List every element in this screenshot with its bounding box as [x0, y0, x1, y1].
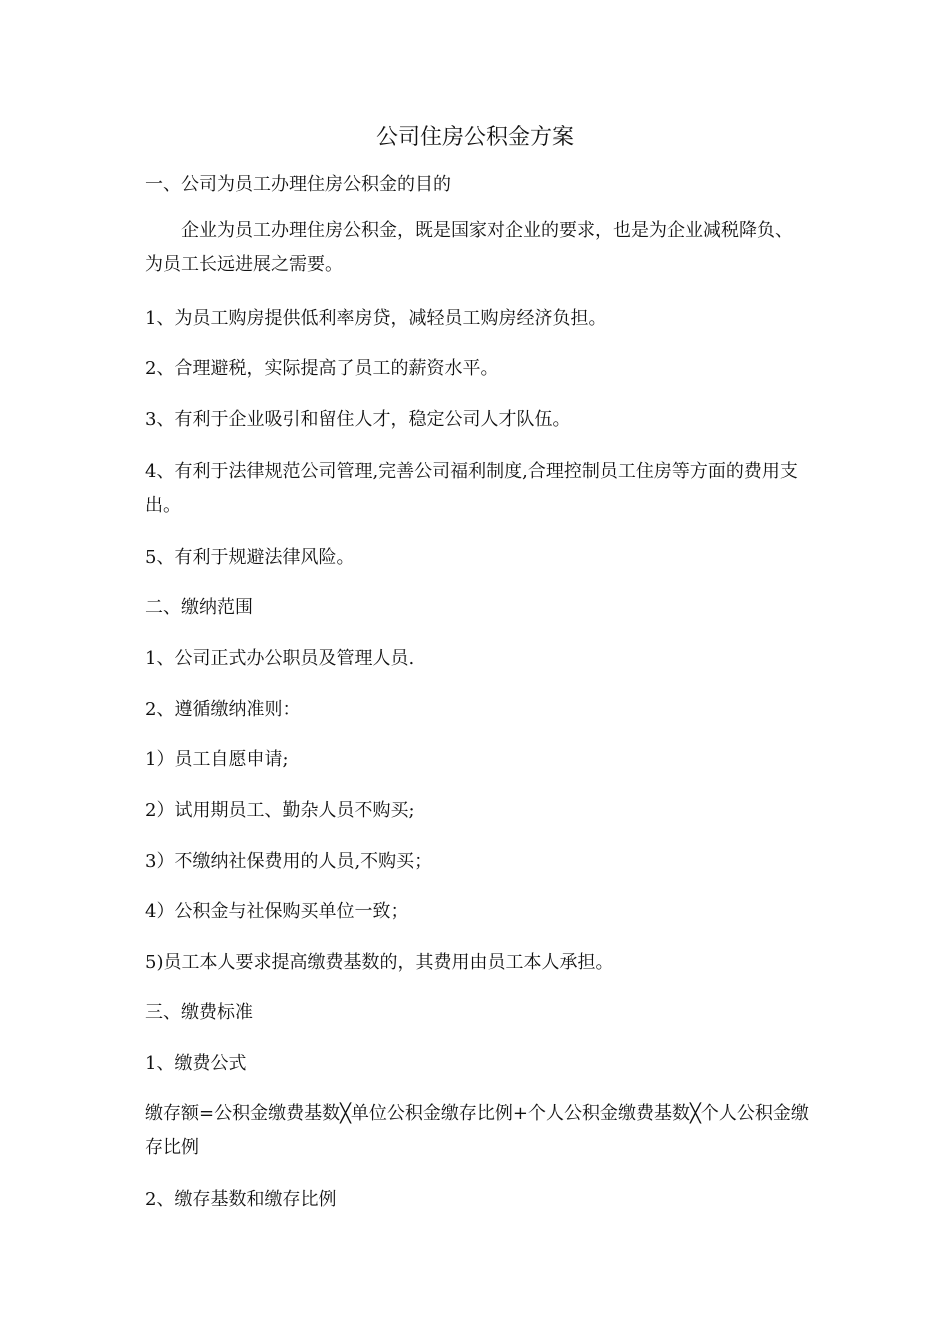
sub-item-rule-3: 3）不缴纳社保费用的人员,不购买；	[145, 851, 433, 872]
sub-item-rule-5: 5)员工本人要求提高缴费基数的，其费用由员工本人承担。	[145, 952, 614, 973]
list-item-scope-1: 1、公司正式办公职员及管理人员.	[145, 648, 415, 669]
list-item-purpose-1: 1、为员工购房提供低利率房贷，减轻员工购房经济负担。	[145, 308, 607, 329]
section-heading-standard: 三、缴费标准	[145, 1002, 253, 1023]
list-item-purpose-4: 4、有利于法律规范公司管理,完善公司福利制度,合理控制员工住房等方面的费用支出。	[145, 461, 798, 516]
list-item-standard-2: 2、缴存基数和缴存比例	[145, 1189, 337, 1210]
sub-item-rule-2: 2）试用期员工、勤杂人员不购买;	[145, 800, 415, 821]
document-title: 公司住房公积金方案	[375, 125, 574, 150]
list-item-purpose-2: 2、合理避税，实际提高了员工的薪资水平。	[145, 358, 499, 379]
section-heading-scope: 二、缴纳范围	[145, 597, 253, 618]
sub-item-rule-1: 1）员工自愿申请;	[145, 749, 289, 770]
formula-paragraph: 缴存额=公积金缴费基数╳单位公积金缴存比例+个人公积金缴费基数╳个人公积金缴存比例	[145, 1103, 809, 1158]
list-item-purpose-3: 3、有利于企业吸引和留住人才，稳定公司人才队伍。	[145, 409, 571, 430]
list-item-scope-2: 2、遵循缴纳准则：	[145, 699, 301, 720]
section-heading-purpose: 一、公司为员工办理住房公积金的目的	[145, 174, 451, 195]
paragraph-intro: 企业为员工办理住房公积金，既是国家对企业的要求，也是为企业减税降负、为员工长远进展之需要。	[145, 220, 793, 275]
list-item-standard-1: 1、缴费公式	[145, 1053, 247, 1074]
sub-item-rule-4: 4）公积金与社保购买单位一致；	[145, 901, 409, 922]
list-item-purpose-5: 5、有利于规避法律风险。	[145, 547, 355, 568]
